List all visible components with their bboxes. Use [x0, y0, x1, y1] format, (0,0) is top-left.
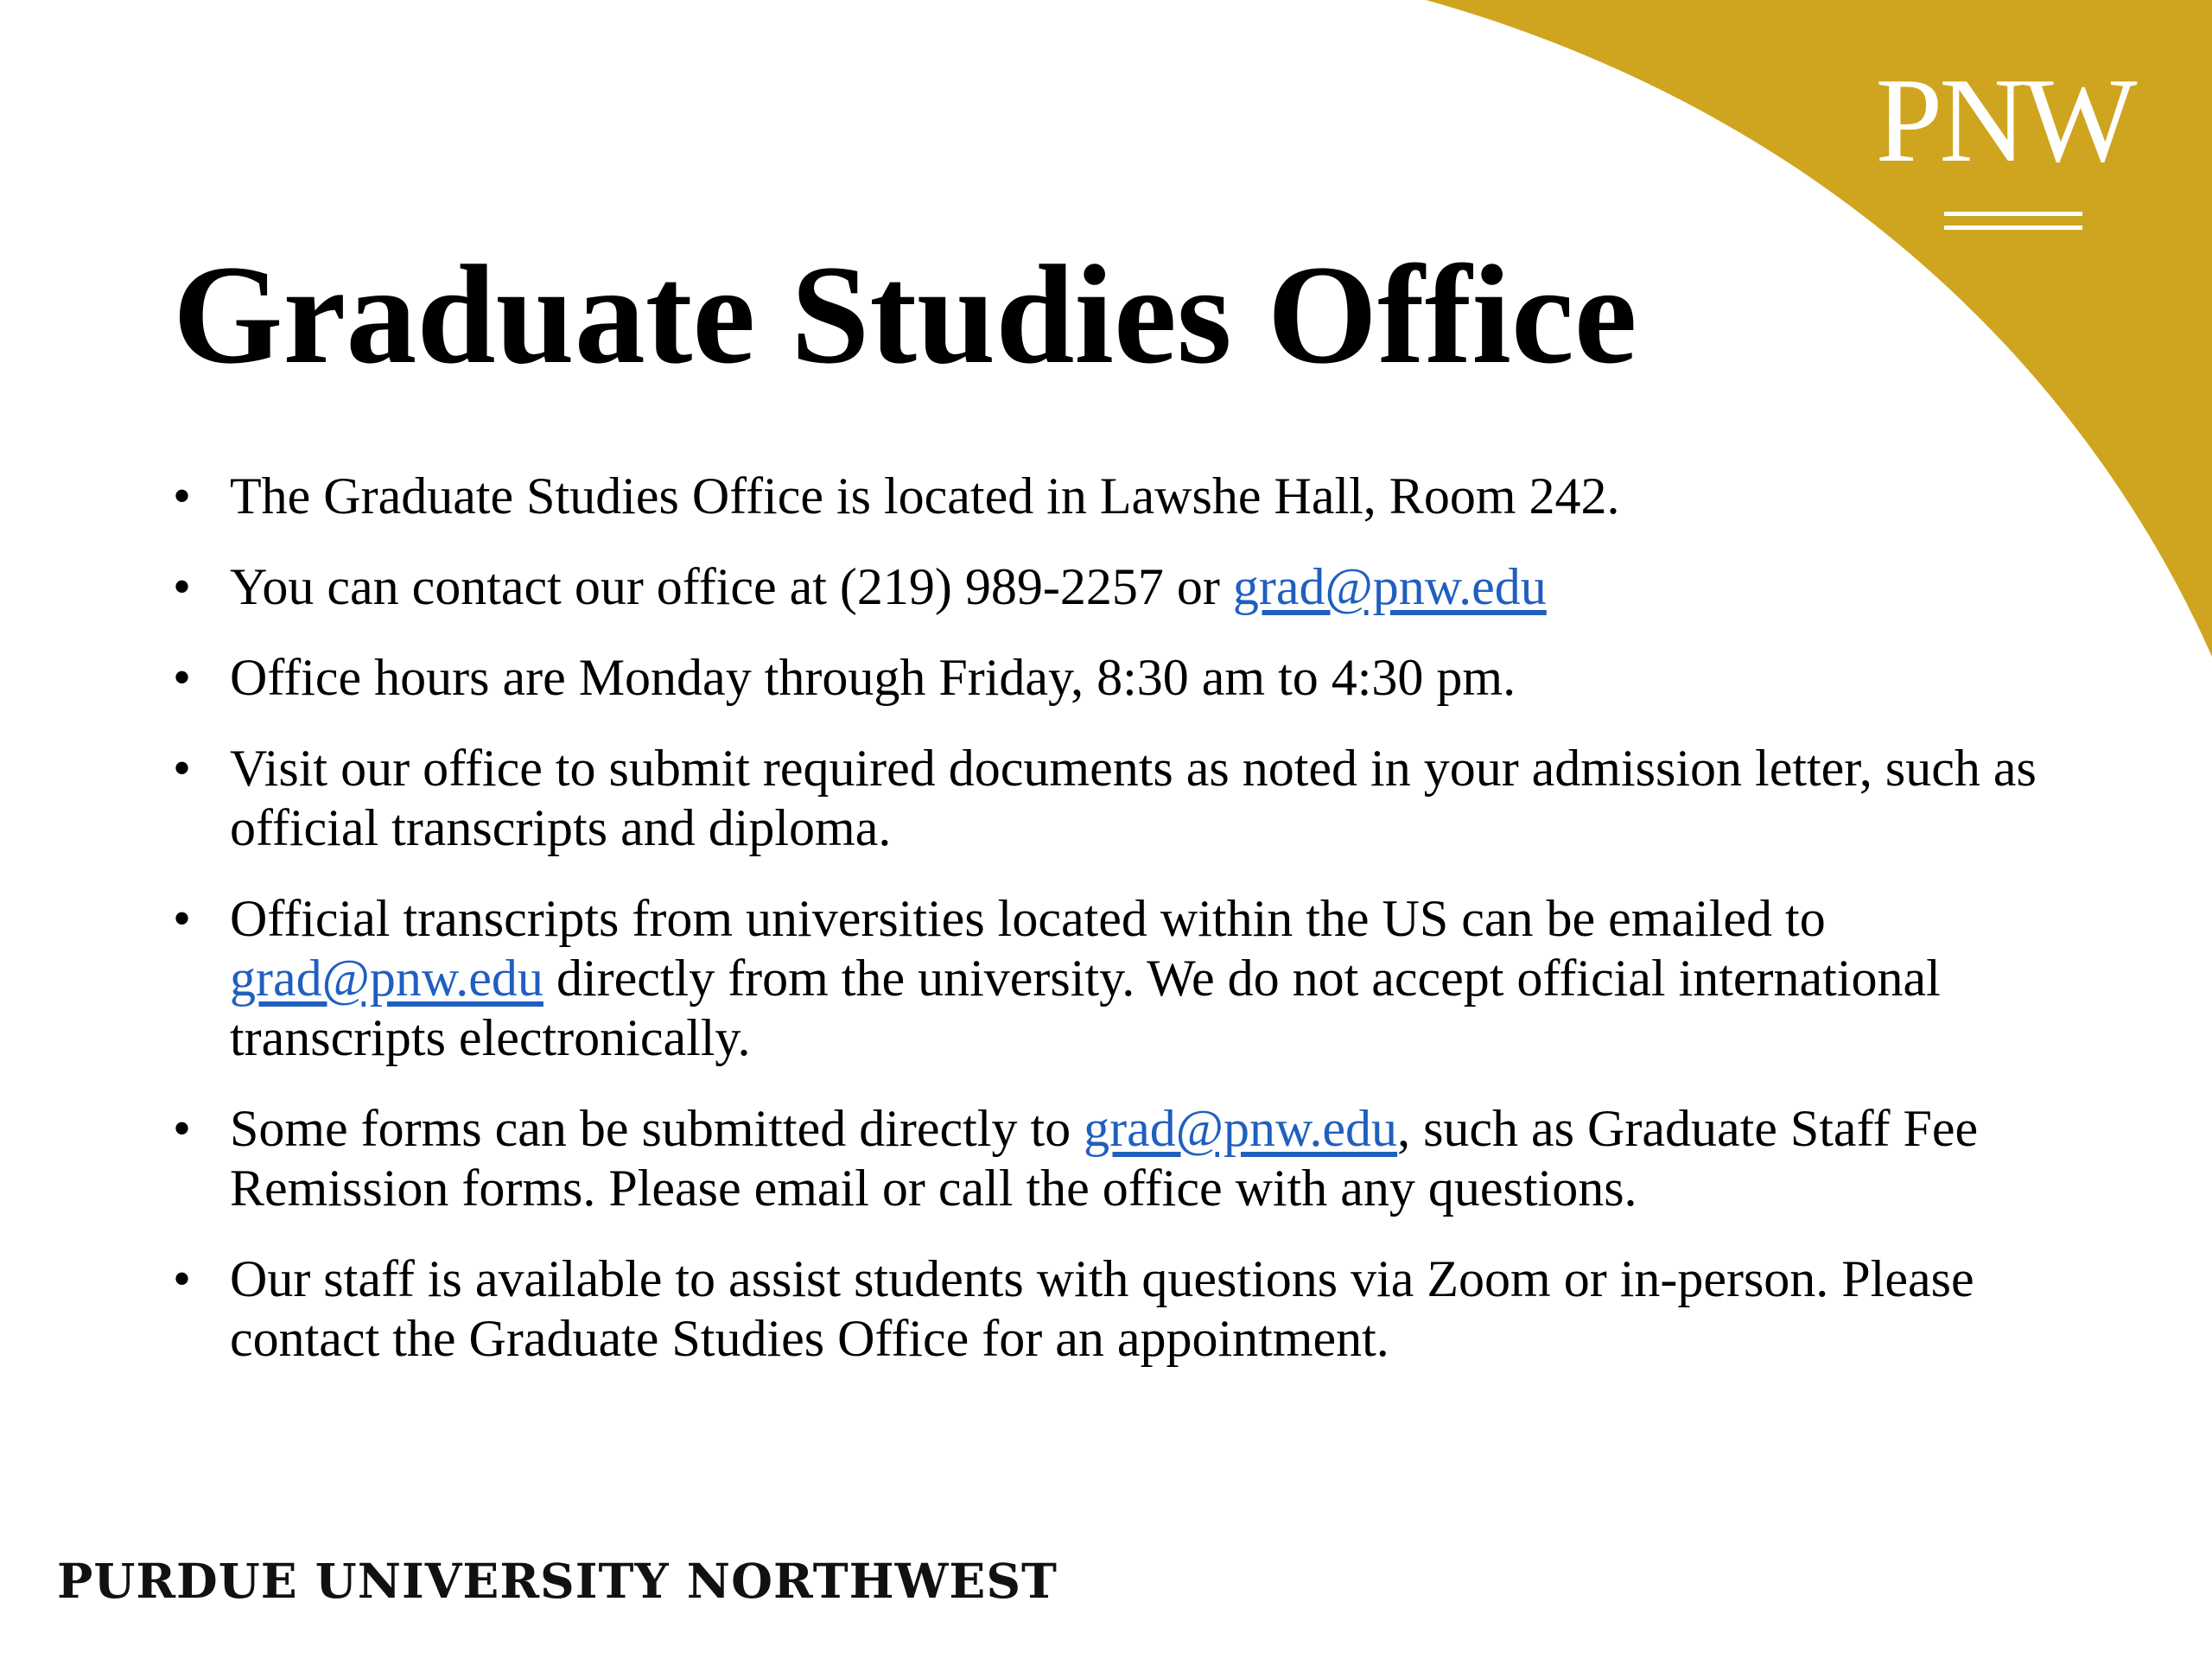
footer-university-name: PURDUE UNIVERSITY NORTHWEST: [57, 1553, 1058, 1609]
bullet-text: The Graduate Studies Office is located in Lawshe Hall, Room 242.: [230, 467, 1620, 524]
bullet-staff-availability: [173, 1249, 2039, 1369]
email-link[interactable]: grad@pnw.edu: [1232, 558, 1547, 615]
slide-title: Graduate Studies Office: [173, 237, 1637, 393]
bullet-location: [173, 467, 2039, 526]
bullet-text: Our staff is available to assist students with questions via Zoom or in-person. Please contact the Graduate Studies Office for an appointment.: [230, 1250, 1974, 1367]
bullet-contact: [173, 557, 2039, 617]
bullet-forms: [173, 1099, 2039, 1218]
bullet-text: You can contact our office at (219) 989-2257 or: [230, 558, 1233, 615]
bullet-documents: [173, 739, 2039, 858]
pnw-logo-rule-top: [1944, 212, 2082, 216]
bullet-text-continued: directly from the university. We do not accept official international transcripts electronically.: [230, 950, 1941, 1066]
pnw-logo-wordmark: PNW: [1875, 54, 2134, 188]
bullet-list: [173, 467, 2039, 1400]
bullet-text: Office hours are Monday through Friday, 8:30 am to 4:30 pm.: [230, 649, 1516, 706]
bullet-text: Official transcripts from universities located within the US can be emailed to: [230, 890, 1826, 947]
bullet-marker: •: [173, 558, 192, 615]
bullet-marker: •: [173, 649, 192, 706]
bullet-text: Some forms can be submitted directly to: [230, 1100, 1084, 1157]
bullet-text: Visit our office to submit required documents as noted in your admission letter, such as official transcripts and diploma.: [230, 740, 2037, 856]
pnw-logo-rule-bottom: [1944, 226, 2082, 230]
bullet-marker: •: [173, 890, 192, 947]
bullet-transcripts: [173, 889, 2039, 1068]
bullet-marker: •: [173, 467, 192, 524]
email-link[interactable]: grad@pnw.edu: [1084, 1100, 1398, 1157]
bullet-text-continued: , such as Graduate Staff Fee Remission forms. Please email or call the office with any questions.: [230, 1100, 1979, 1217]
email-link[interactable]: grad@pnw.edu: [230, 950, 543, 1007]
bullet-office-hours: [173, 648, 2039, 708]
bullet-marker: •: [173, 1250, 192, 1307]
bullet-marker: •: [173, 1100, 192, 1157]
bullet-marker: •: [173, 740, 192, 797]
pnw-logo: [1840, 54, 2169, 190]
